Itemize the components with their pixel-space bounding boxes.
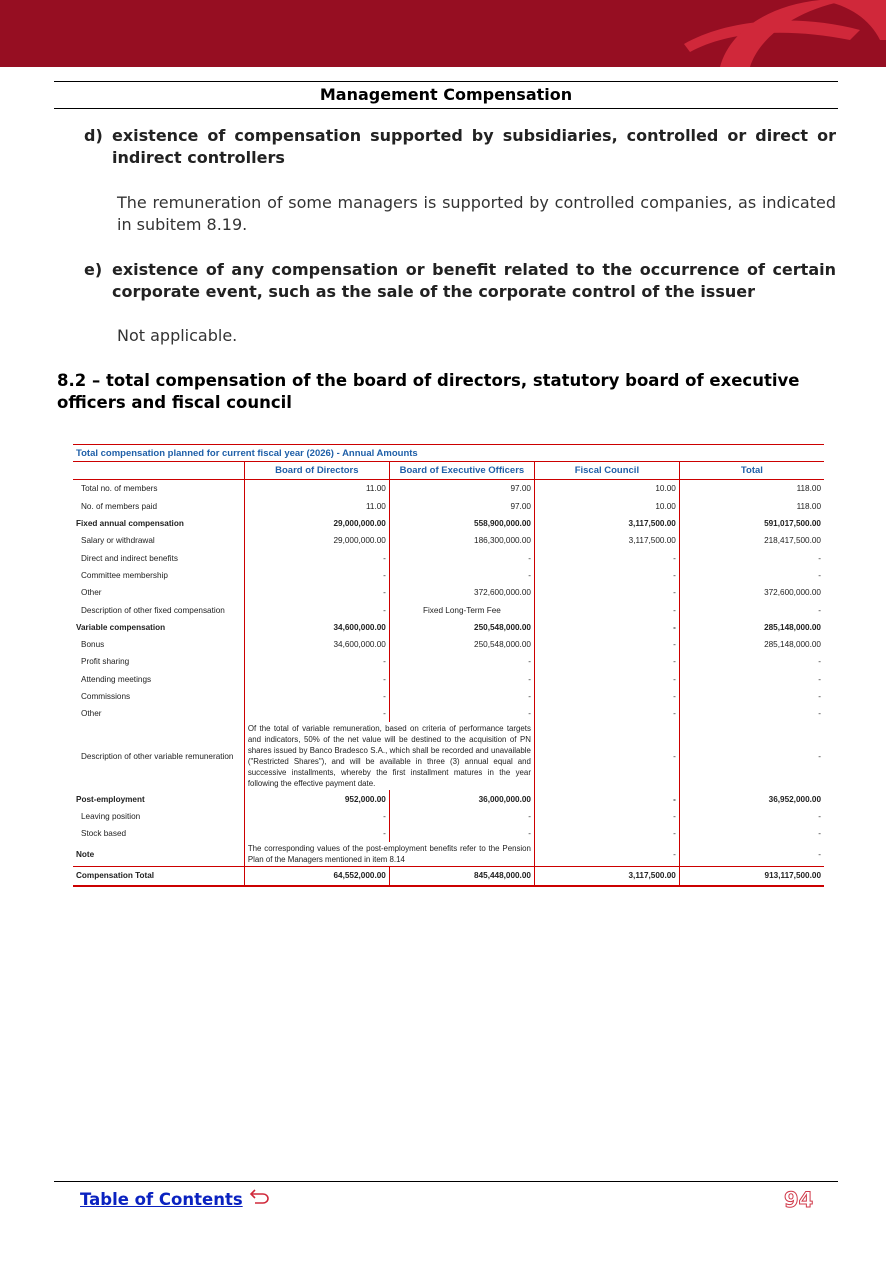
table-cell: - [534, 584, 679, 601]
row-label: Post-employment [76, 794, 145, 804]
table-cell: - [534, 705, 679, 722]
table-cell: 10.00 [534, 498, 679, 515]
row-label: Profit sharing [81, 657, 130, 667]
table-cell: - [389, 549, 534, 566]
table-cell: 29,000,000.00 [244, 515, 389, 532]
table-cell: 34,600,000.00 [244, 636, 389, 653]
table-cell: 97.00 [389, 498, 534, 515]
table-cell: 118.00 [679, 498, 824, 515]
table-cell: 591,017,500.00 [679, 515, 824, 532]
table-row [73, 705, 824, 722]
table-cell: 250,548,000.00 [389, 636, 534, 653]
table-row [73, 584, 824, 601]
table-cell: - [679, 601, 824, 618]
row-label: No. of members paid [81, 501, 157, 511]
row-label: Note [76, 849, 95, 859]
table-cell: Fixed Long-Term Fee [389, 601, 534, 618]
merged-description-cell: The corresponding values of the post-employment benefits refer to the Pension Plan of the Managers mentioned in item 8.14 [244, 842, 534, 867]
table-cell: - [389, 808, 534, 825]
row-label: Commissions [81, 692, 131, 701]
table-cell: 218,417,500.00 [679, 532, 824, 549]
row-label: Attending meetings [81, 674, 152, 684]
table-row [73, 825, 824, 842]
table-row [73, 671, 824, 688]
return-arrow-icon[interactable] [249, 1187, 271, 1209]
table-cell: 3,117,500.00 [534, 532, 679, 549]
item-letter: d) [84, 126, 103, 145]
table-of-contents-link[interactable]: Table of Contents [80, 1190, 243, 1209]
table-row [73, 515, 824, 532]
table-cell: - [679, 722, 824, 790]
table-row [73, 567, 824, 584]
item-body: The remuneration of some managers is supported by controlled companies, as indicated in subitem 8.19. [117, 193, 836, 234]
table-cell: 118.00 [679, 480, 824, 498]
table-row [73, 480, 824, 498]
table-caption: Total compensation planned for current fiscal year (2026) - Annual Amounts [73, 445, 824, 462]
row-label: Direct and indirect benefits [81, 553, 178, 563]
footer-divider [54, 1181, 838, 1182]
table-row [73, 867, 824, 886]
table-cell: - [679, 653, 824, 670]
table-cell: - [389, 653, 534, 670]
table-cell: - [679, 808, 824, 825]
row-label: Description of other fixed compensation [81, 605, 225, 615]
table-cell: 186,300,000.00 [389, 532, 534, 549]
table-cell: - [534, 653, 679, 670]
table-cell: - [534, 842, 679, 867]
table-cell: - [679, 567, 824, 584]
table-row [73, 532, 824, 549]
table-row [73, 636, 824, 653]
table-cell: - [389, 671, 534, 688]
page-title: Management Compensation [54, 81, 838, 109]
row-label: Other [81, 709, 102, 719]
table-cell: 845,448,000.00 [389, 867, 534, 886]
table-cell: - [244, 688, 389, 705]
row-label: Description of other variable remuneration [81, 751, 234, 761]
table-cell: - [244, 584, 389, 601]
table-cell: - [534, 722, 679, 790]
row-label: Salary or withdrawal [81, 536, 155, 546]
row-label: Compensation Total [73, 867, 244, 886]
table-cell: - [534, 636, 679, 653]
table-cell: 97.00 [389, 480, 534, 498]
table-row [73, 790, 824, 807]
table-cell: 913,117,500.00 [679, 867, 824, 886]
page-number: 94 [784, 1188, 814, 1212]
table-cell: - [679, 705, 824, 722]
table-cell: 34,600,000.00 [244, 619, 389, 636]
table-cell: 64,552,000.00 [244, 867, 389, 886]
table-cell: - [244, 808, 389, 825]
table-row [73, 808, 824, 825]
top-banner [0, 0, 886, 67]
table-cell: 372,600,000.00 [389, 584, 534, 601]
table-row [73, 498, 824, 515]
table-cell: - [244, 567, 389, 584]
table-cell: - [679, 825, 824, 842]
table-cell: - [389, 567, 534, 584]
table-cell: - [244, 549, 389, 566]
table-cell: - [244, 653, 389, 670]
table-cell: 36,952,000.00 [679, 790, 824, 807]
item-d [84, 125, 836, 169]
row-label: Fixed annual compensation [76, 519, 184, 529]
header-blank [73, 462, 244, 480]
table-cell: 11.00 [244, 480, 389, 498]
table-row [73, 842, 824, 867]
brand-logo-icon [0, 0, 886, 67]
table-cell: - [534, 601, 679, 618]
table-cell: 10.00 [534, 480, 679, 498]
table-cell: 952,000.00 [244, 790, 389, 807]
section-heading: 8.2 – total compensation of the board of directors, statutory board of executive officers and fiscal council [57, 371, 800, 412]
table-row [73, 549, 824, 566]
item-title: existence of any compensation or benefit related to the occurrence of certain corporate event, such as the sale of the corporate control of the issuer [112, 260, 836, 301]
row-label: Leaving position [81, 811, 141, 821]
compensation-table [73, 444, 824, 887]
table-row [73, 619, 824, 636]
table-cell: 285,148,000.00 [679, 636, 824, 653]
row-label: Variable compensation [76, 622, 166, 632]
column-header: Board of Directors [244, 462, 389, 480]
table-cell: - [534, 790, 679, 807]
table-cell: - [534, 688, 679, 705]
item-letter: e) [84, 260, 103, 279]
table-cell: 3,117,500.00 [534, 867, 679, 886]
item-body: Not applicable. [117, 326, 238, 345]
table-cell: - [679, 671, 824, 688]
table-row [73, 653, 824, 670]
row-label: Total no. of members [81, 484, 158, 494]
table-cell: - [534, 825, 679, 842]
table-cell: 36,000,000.00 [389, 790, 534, 807]
table-cell: - [534, 808, 679, 825]
table-cell: 11.00 [244, 498, 389, 515]
table-cell: 372,600,000.00 [679, 584, 824, 601]
table-cell: - [244, 705, 389, 722]
column-header: Board of Executive Officers [389, 462, 534, 480]
table-cell: - [534, 549, 679, 566]
table-cell: 285,148,000.00 [679, 619, 824, 636]
table-cell: 250,548,000.00 [389, 619, 534, 636]
table-cell: - [679, 842, 824, 867]
table-cell: - [244, 601, 389, 618]
table-cell: - [534, 671, 679, 688]
merged-description-cell: Of the total of variable remuneration, based on criteria of performance targets and indicators, 50% of the net value will be destined to the acquisition of PN shares issued by Banco Bradesco S.A., which shall be recorded and unavailable ("Restricted Shares"), and will be available in three (3) annual equal and successive installments, whereby the first installment matures in the year following the effective payment date. [244, 722, 534, 790]
item-title: existence of compensation supported by subsidiaries, controlled or direct or indirect controllers [112, 126, 836, 167]
table-row [73, 601, 824, 618]
table-cell: - [244, 671, 389, 688]
table-cell: 558,900,000.00 [389, 515, 534, 532]
table-cell: - [679, 549, 824, 566]
table-cell: - [389, 825, 534, 842]
table-cell: - [389, 688, 534, 705]
table-row [73, 722, 824, 790]
column-header: Total [679, 462, 824, 480]
table-row [73, 688, 824, 705]
table-cell: 29,000,000.00 [244, 532, 389, 549]
table-cell: - [244, 825, 389, 842]
table-cell: - [534, 567, 679, 584]
table-cell: 3,117,500.00 [534, 515, 679, 532]
table-cell: - [534, 619, 679, 636]
item-e [84, 259, 836, 303]
row-label: Committee membership [81, 570, 168, 580]
row-label: Stock based [81, 829, 127, 839]
column-header: Fiscal Council [534, 462, 679, 480]
table-cell: - [389, 705, 534, 722]
row-label: Bonus [81, 640, 105, 650]
row-label: Other [81, 588, 102, 598]
table-cell: - [679, 688, 824, 705]
